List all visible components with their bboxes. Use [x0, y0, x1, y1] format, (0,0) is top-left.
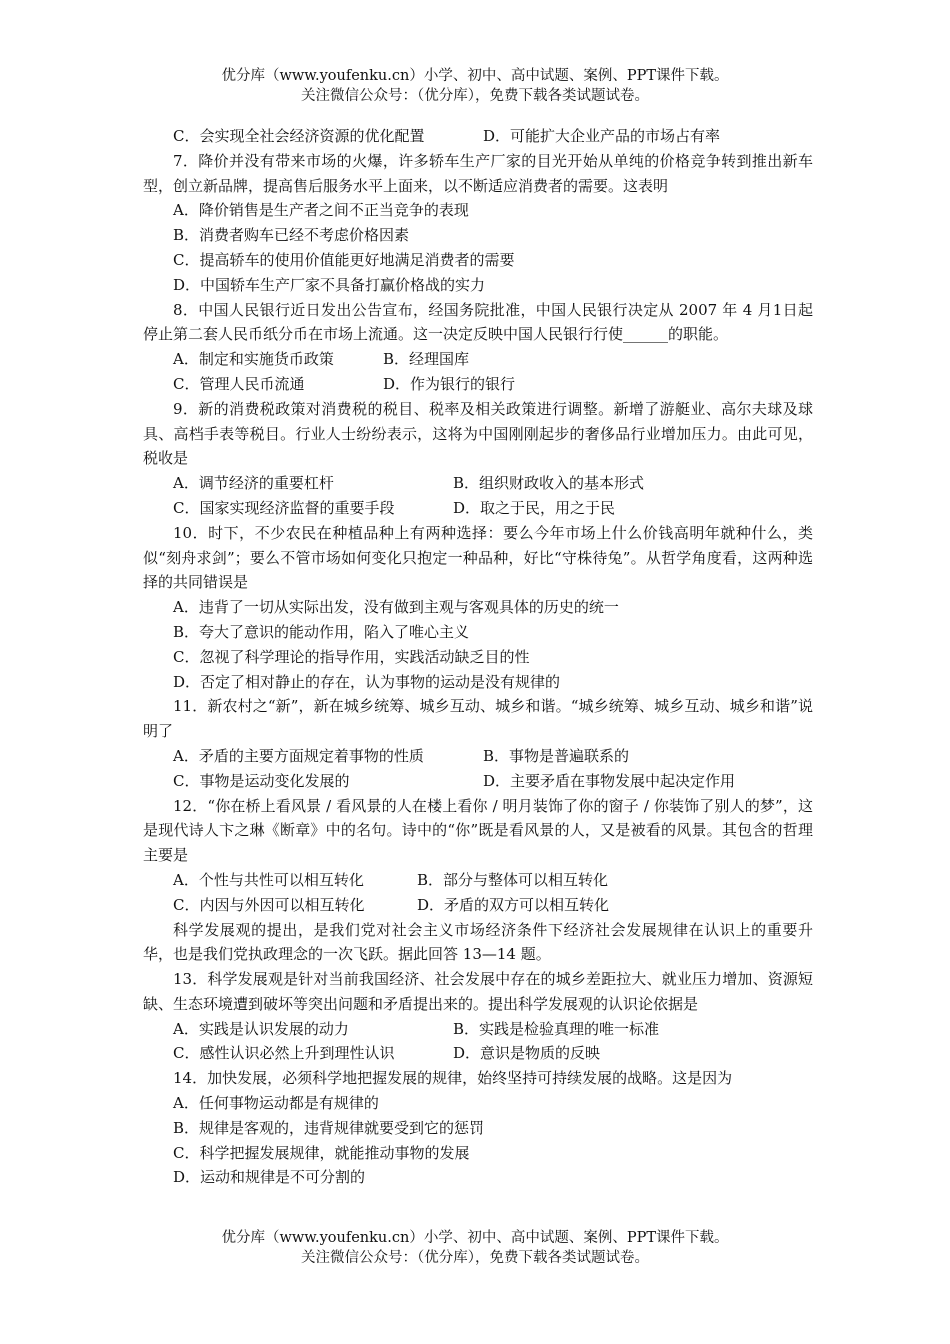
q8-option-b: B．经理国库: [383, 350, 470, 369]
q9-options-ab: [143, 471, 813, 496]
page-header: [0, 66, 950, 106]
q11-options-cd: [143, 769, 813, 794]
q8-option-a: A．制定和实施货币政策: [173, 350, 334, 369]
q11-option-a: A．矛盾的主要方面规定着事物的性质: [173, 746, 424, 765]
q12-stem: 12．“你在桥上看风景 / 看风景的人在楼上看你 / 明月装饰了你的窗子 / 你装饰了别人的梦”，这是现代诗人卞之琳《断章》中的名句。诗中的“你”既是看风景的人，又是被看的风景。其包含的哲理主要是: [143, 796, 813, 865]
q12-option-c: C．内因与外因可以相互转化: [173, 895, 365, 914]
q9-option-d: D．取之于民，用之于民: [453, 498, 616, 517]
q8-options-cd: [143, 372, 813, 397]
q14-stem: 14．加快发展，必须科学地把握发展的规律，始终坚持可持续发展的战略。这是因为: [173, 1069, 733, 1088]
q8-stem: 8．中国人民银行近日发出公告宣布，经国务院批准，中国人民银行决定从 2007 年 4 月1日起停止第二套人民币纸分币在市场上流通。这一决定反映中国人民银行行使______的职能。: [143, 300, 813, 344]
footer-line-1: 优分库（www.youfenku.cn）小学、初中、高中试题、案例、PPT课件下载。: [221, 1230, 729, 1246]
q12-options-ab: [143, 868, 813, 893]
q11-option-b: B．事物是普遍联系的: [483, 746, 630, 765]
q14-option-a: A．任何事物运动都是有规律的: [173, 1094, 379, 1113]
q10-option-d: D．否定了相对静止的存在，认为事物的运动是没有规律的: [173, 672, 561, 691]
q13-option-c: C．感性认识必然上升到理性认识: [173, 1044, 395, 1063]
q7-option-c: C．提高轿车的使用价值能更好地满足消费者的需要: [173, 250, 515, 269]
q8-option-d: D．作为银行的银行: [383, 374, 516, 393]
q10-option-b: B．夸大了意识的能动作用，陷入了唯心主义: [173, 622, 470, 641]
q11-stem: 11．新农村之“新”，新在城乡统筹、城乡互动、城乡和谐。“城乡统筹、城乡互动、城乡和谐”说明了: [143, 697, 813, 741]
q7-option-b: B．消费者购车已经不考虑价格因素: [173, 226, 410, 245]
q13-option-b: B．实践是检验真理的唯一标准: [453, 1019, 660, 1038]
q8-options-ab: [143, 347, 813, 372]
q14-option-c: C．科学把握发展规律，就能推动事物的发展: [173, 1143, 470, 1162]
q9-option-c: C．国家实现经济监督的重要手段: [173, 498, 395, 517]
footer-line-2: 关注微信公众号：（优分库），免费下载各类试题试卷。: [301, 1250, 649, 1266]
q11-options-ab: [143, 744, 813, 769]
q12-option-a: A．个性与共性可以相互转化: [173, 870, 364, 889]
q12-option-d: D．矛盾的双方可以相互转化: [417, 895, 610, 914]
q7-stem: 7．降价并没有带来市场的火爆，许多轿车生产厂家的目光开始从单纯的价格竞争转到推出新车型，创立新品牌，提高售后服务水平上面来，以不断适应消费者的需要。这表明: [143, 151, 813, 195]
q10-option-c: C．忽视了科学理论的指导作用，实践活动缺乏目的性: [173, 647, 530, 666]
q13-stem: 13．科学发展观是针对当前我国经济、社会发展中存在的城乡差距拉大、就业压力增加、资源短缺、生态环境遭到破坏等突出问题和矛盾提出来的。提出科学发展观的认识论依据是: [143, 970, 813, 1013]
q13-option-d: D．意识是物质的反映: [453, 1044, 601, 1063]
q11-option-d: D．主要矛盾在事物发展中起决定作用: [483, 771, 736, 790]
q14-option-b: B．规律是客观的，违背规律就要受到它的惩罚: [173, 1118, 485, 1137]
q7-option-d: D．中国轿车生产厂家不具备打赢价格战的实力: [173, 275, 486, 294]
q14-option-d: D．运动和规律是不可分割的: [173, 1168, 366, 1187]
q13-options-ab: [143, 1017, 813, 1042]
material-passage: 科学发展观的提出，是我们党对社会主义市场经济条件下经济社会发展规律在认识上的重要升华，也是我们党执政理念的一次飞跃。据此回答 13—14 题。: [143, 920, 813, 964]
header-line-1: 优分库（www.youfenku.cn）小学、初中、高中试题、案例、PPT课件下载。: [221, 68, 729, 84]
q13-option-a: A．实践是认识发展的动力: [173, 1019, 349, 1038]
q10-option-a: A．违背了一切从实际出发，没有做到主观与客观具体的历史的统一: [173, 598, 619, 617]
q7-option-a: A．降价销售是生产者之间不正当竞争的表现: [173, 201, 469, 220]
q11-option-c: C．事物是运动变化发展的: [173, 771, 350, 790]
page-footer: [0, 1228, 950, 1268]
q9-options-cd: [143, 496, 813, 521]
question-content: [143, 124, 813, 1190]
q8-option-c: C．管理人民币流通: [173, 374, 305, 393]
q9-option-a: A．调节经济的重要杠杆: [173, 474, 334, 493]
q9-option-b: B．组织财政收入的基本形式: [453, 474, 645, 493]
header-line-2: 关注微信公众号：（优分库），免费下载各类试题试卷。: [301, 88, 649, 104]
q6-options-cd: [143, 124, 813, 149]
q12-option-b: B．部分与整体可以相互转化: [417, 870, 609, 889]
q13-options-cd: [143, 1041, 813, 1066]
q6-option-c: C．会实现全社会经济资源的优化配置: [173, 127, 425, 145]
q10-stem: 10．时下，不少农民在种植品种上有两种选择：要么今年市场上什么价钱高明年就种什么，类似“刻舟求剑”；要么不管市场如何变化只抱定一种品种，好比“守株待兔”。从哲学角度看，这两种选择的共同错误是: [143, 523, 813, 592]
q6-option-d: D．可能扩大企业产品的市场占有率: [483, 127, 721, 145]
q12-options-cd: [143, 893, 813, 918]
q9-stem: 9．新的消费税政策对消费税的税目、税率及相关政策进行调整。新增了游艇业、高尔夫球及球具、高档手表等税目。行业人士纷纷表示，这将为中国刚刚起步的奢侈品行业增加压力。由此可见，税收是: [143, 399, 813, 468]
